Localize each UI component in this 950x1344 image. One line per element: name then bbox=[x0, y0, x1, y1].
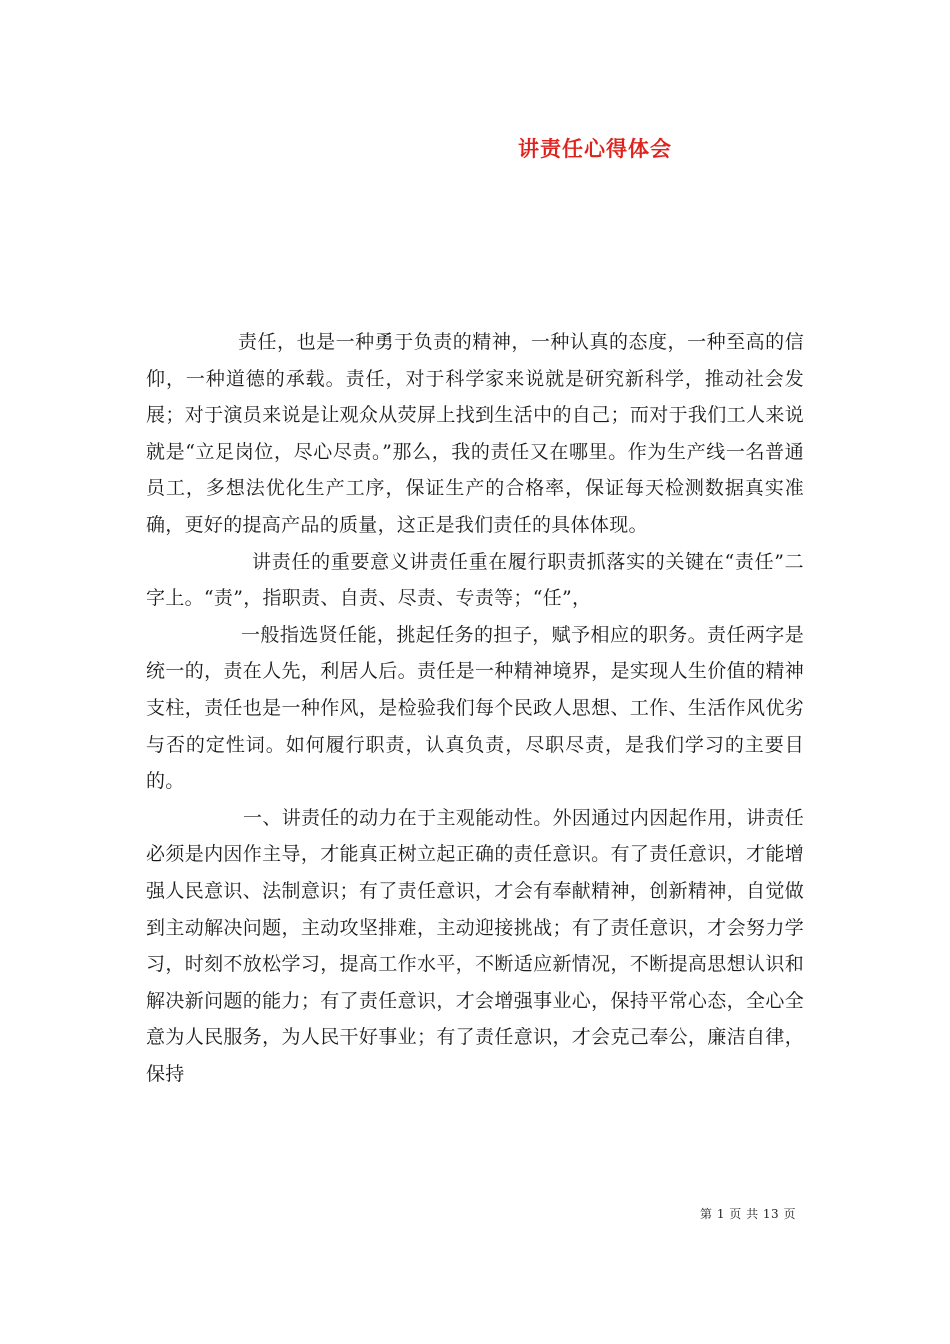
paragraph-meaning-of-responsibility: 一般指选贤任能，挑起任务的担子，赋予相应的职务。责任两字是统一的，责在人先，利居人后。责任是一种精神境界，是实现人生价值的精神支柱，责任也是一种作风，是检验我们每个民政人思想、工作、生活作风优劣与否的定性词。如何履行职责，认真负责，尽职尽责，是我们学习的主要目的。 bbox=[146, 623, 804, 793]
paragraph-motivation-of-responsibility: 一、讲责任的动力在于主观能动性。外因通过内因起作用，讲责任必须是内因作主导，才能真正树立起正确的责任意识。有了责任意识，才能增强人民意识、法制意识；有了责任意识，才会有奉献精神，创新精神，自觉做到主动解决问题，主动攻坚排难，主动迎接挑战；有了责任意识，才会努力学习，时刻不放松学习，提高工作水平，不断适应新情况，不断提高思想认识和解决新问题的能力；有了责任意识，才会增强事业心，保持平常心态，全心全意为人民服务，为人民干好事业；有了责任意识，才会克己奉公，廉洁自律，保持 bbox=[146, 806, 804, 1085]
document-title: 讲责任心得体会 bbox=[518, 136, 672, 161]
paragraph-importance-of-responsibility: 讲责任的重要意义讲责任重在履行职责抓落实的关键在“责任”二字上。“责”，指职责、自责、尽责、专责等；“任”， bbox=[146, 550, 804, 610]
page-number-footer: 第 1 页 共 13 页 bbox=[700, 1207, 796, 1221]
document-body bbox=[146, 324, 804, 1092]
paragraph-responsibility-definition: 责任，也是一种勇于负责的精神，一种认真的态度，一种至高的信仰，一种道德的承载。责任，对于科学家来说就是研究新科学，推动社会发展；对于演员来说是让观众从荧屏上找到生活中的自己；而对于我们工人来说就是“立足岗位，尽心尽责。”那么，我的责任又在哪里。作为生产线一名普通员工，多想法优化生产工序，保证生产的合格率，保证每天检测数据真实准确，更好的提高产品的质量，这正是我们责任的具体体现。 bbox=[146, 331, 804, 536]
